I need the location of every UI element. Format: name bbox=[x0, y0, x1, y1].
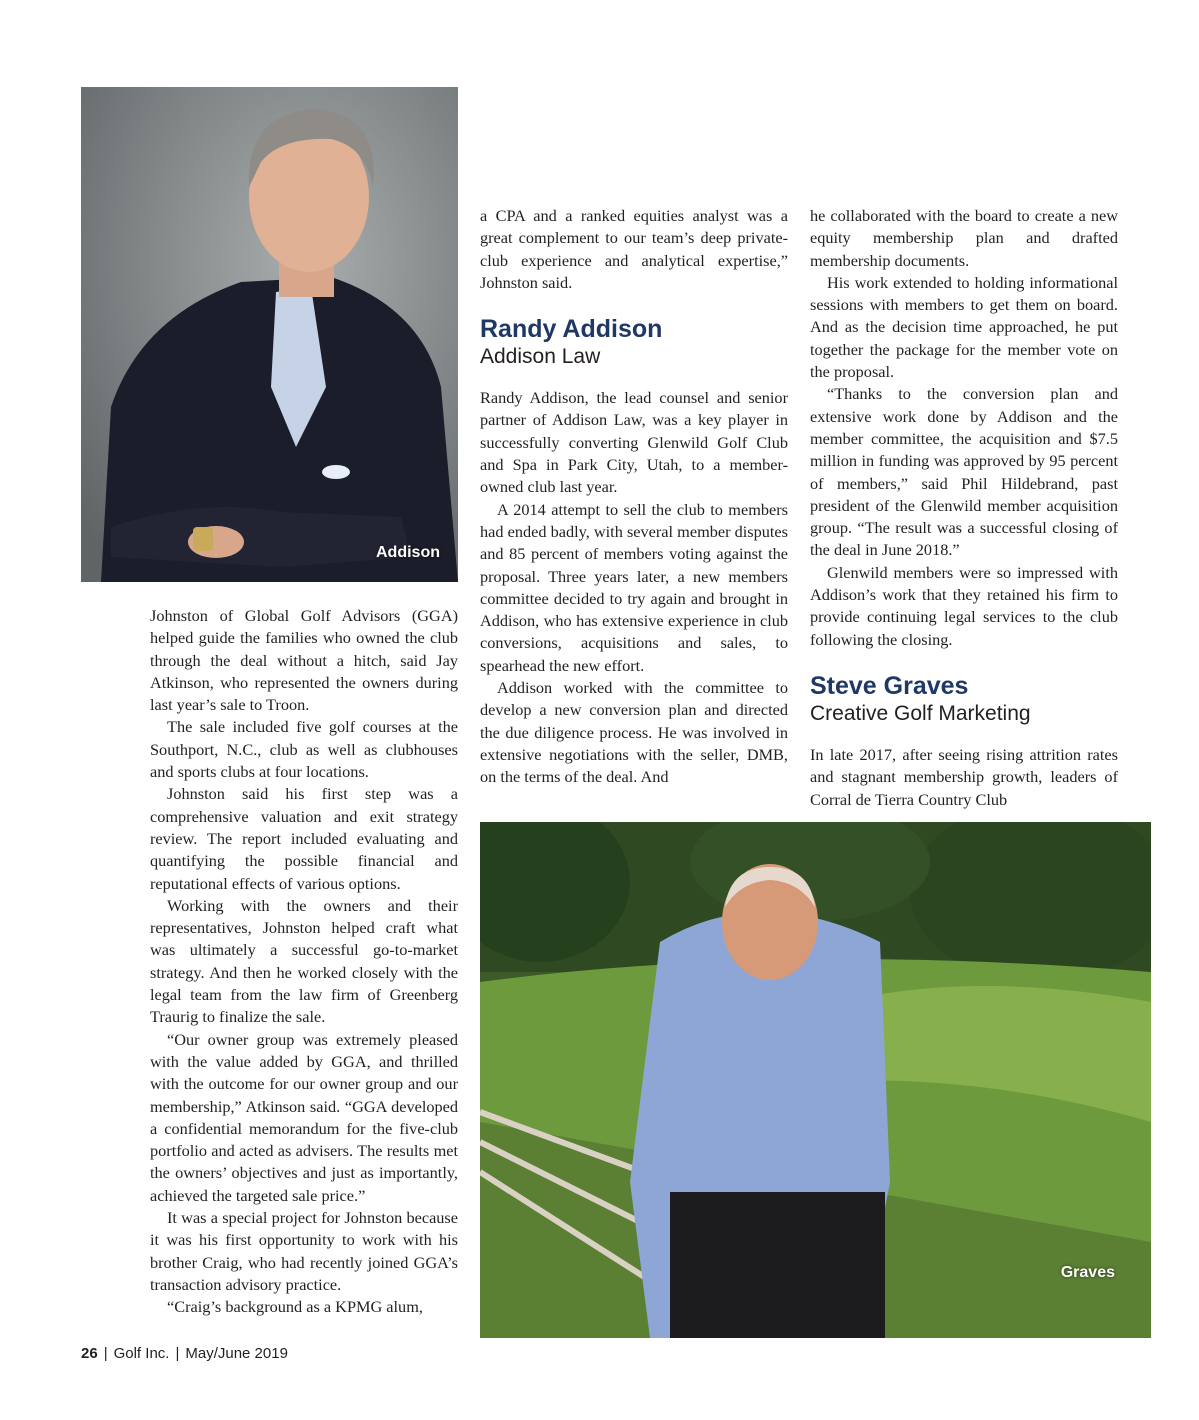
profile-company: Addison Law bbox=[480, 345, 601, 369]
footer-separator: | bbox=[103, 1345, 108, 1362]
body-paragraph: A 2014 attempt to sell the club to members had ended badly, with several member disputes and 85 percent of members voting against the proposal. Three years later, a new members committee decided to try again and brought in Addison, who has extensive experience in club conversions, acquisitions and sales, to spearhead the new effort. bbox=[480, 499, 788, 675]
body-paragraph: Randy Addison, the lead counsel and senior partner of Addison Law, was a key player in successfully converting Glenwild Golf Club and Spa in Park City, Utah, to a member-owned club last year. bbox=[480, 388, 788, 497]
body-paragraph: In late 2017, after seeing rising attrition rates and stagnant membership growth, leaders of Corral de Tierra Country Club bbox=[810, 744, 1118, 809]
page-footer bbox=[81, 1345, 288, 1362]
issue-date: May/June 2019 bbox=[185, 1345, 288, 1362]
body-paragraph: “Craig’s background as a KPMG alum, bbox=[167, 1297, 423, 1317]
body-paragraph: “Thanks to the conversion plan and extensive work done by Addison and the member committee, the acquisition and $7.5 million in funding was approved by 95 percent of members,” said Phil Hildebrand, past president of the Glenwild member acquisition group. “The result was a successful closing of the deal in June 2018.” bbox=[810, 384, 1118, 560]
body-paragraph: His work extended to holding informational sessions with members to get them on board. And as the decision time approached, he put together the package for the member vote on the proposal. bbox=[810, 272, 1118, 382]
middle-column bbox=[480, 205, 788, 789]
profile-header-addison bbox=[480, 314, 788, 369]
profile-company: Creative Golf Marketing bbox=[810, 701, 1031, 725]
profile-name: Randy Addison bbox=[480, 315, 663, 344]
body-paragraph: Johnston said his first step was a comprehensive valuation and exit strategy review. The report included evaluating and quantifying the possible financial and reputational effects of various options. bbox=[150, 784, 458, 893]
profile-name: Steve Graves bbox=[810, 671, 969, 700]
addison-caption: Addison bbox=[376, 544, 440, 561]
graves-photo bbox=[480, 822, 1151, 1338]
right-column bbox=[810, 205, 1118, 811]
addison-photo bbox=[81, 87, 458, 582]
body-paragraph: Johnston of Global Golf Advisors (GGA) helped guide the families who owned the club through the deal without a hitch, said Jay Atkinson, who represented the owners during last year’s sale to Troon. bbox=[150, 606, 458, 715]
profile-header-graves bbox=[810, 671, 1118, 726]
body-paragraph: The sale included five golf courses at the Southport, N.C., club as well as clubhouses and sports clubs at four locations. bbox=[150, 717, 458, 782]
body-paragraph: “Our owner group was extremely pleased with the value added by GGA, and thrilled with the outcome for our owner group and our membership,” Atkinson said. “GGA developed a confidential memorandum for the five-club portfolio and acted as advisers. The results met the owners’ objectives and just as importantly, achieved the targeted sale price.” bbox=[150, 1029, 458, 1205]
graves-golf-course-illustration bbox=[480, 822, 1151, 1338]
publication-name: Golf Inc. bbox=[113, 1345, 170, 1362]
body-paragraph: It was a special project for Johnston because it was his first opportunity to work with his brother Craig, who had recently joined GGA’s transaction advisory practice. bbox=[150, 1208, 458, 1294]
body-paragraph: Glenwild members were so impressed with Addison’s work that they retained his firm to provide continuing legal services to the club following the closing. bbox=[810, 562, 1118, 649]
body-paragraph: Working with the owners and their representatives, Johnston helped craft what was ultimately a successful go-to-market strategy. And then he worked closely with the legal team from the law firm of Greenberg Traurig to finalize the sale. bbox=[150, 895, 458, 1027]
page-number: 26 bbox=[81, 1345, 98, 1362]
graves-caption: Graves bbox=[1060, 1264, 1115, 1281]
body-paragraph: Addison worked with the committee to develop a new conversion plan and directed the due diligence process. He was involved in extensive negotiations with the seller, DMB, on the terms of the deal. And bbox=[480, 678, 788, 787]
body-paragraph: he collaborated with the board to create a new equity membership plan and drafted membership documents. bbox=[810, 206, 1118, 270]
footer-separator: | bbox=[175, 1345, 180, 1362]
body-paragraph: a CPA and a ranked equities analyst was a great complement to our team’s deep private-club experience and analytical expertise,” Johnston said. bbox=[480, 206, 788, 292]
left-column bbox=[150, 605, 458, 1319]
addison-portrait-illustration bbox=[81, 87, 458, 582]
